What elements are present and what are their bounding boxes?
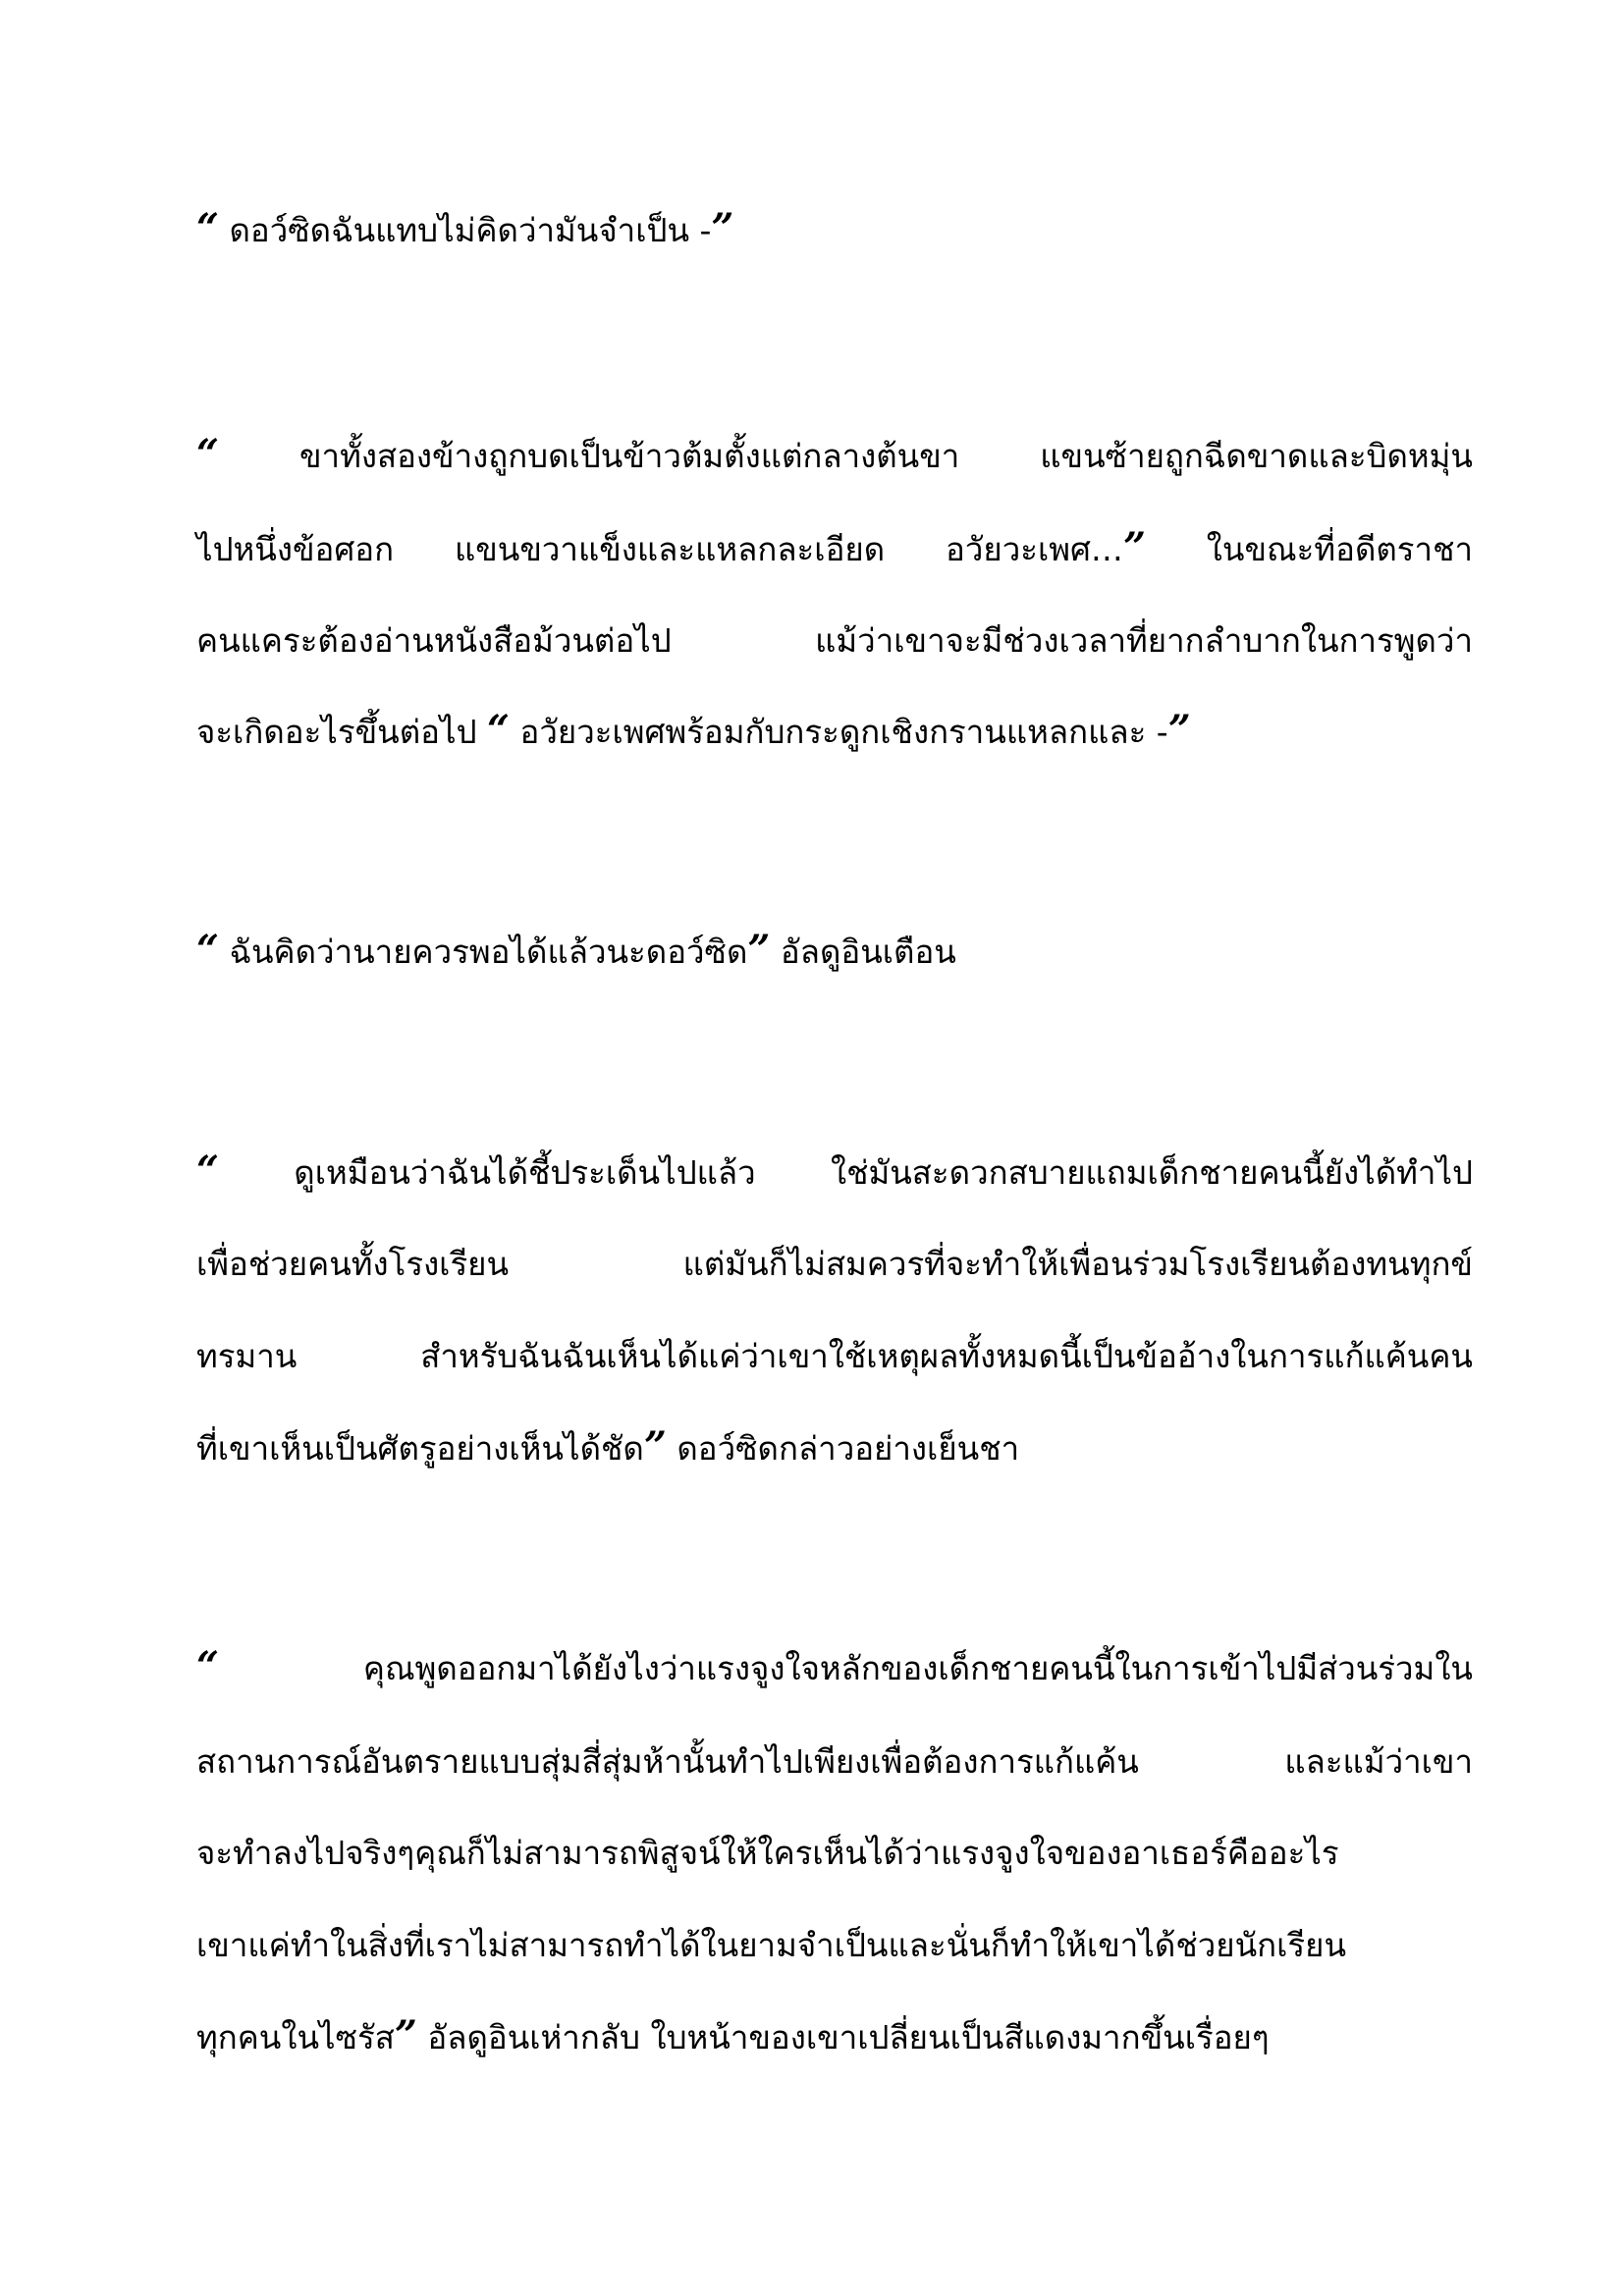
- paragraph-5-line-3: จะทำลงไปจริงๆคุณก็ไม่สามารถพิสูจน์ให้ใครเห็นได้ว่าแรงจูงใจของอาเธอร์คืออะไร: [196, 1834, 1339, 1872]
- paragraph-2-line-3: คนแคระต้องอ่านหนังสือม้วนต่อไป แม้ว่าเขาจะมีช่วงเวลาที่ยากลำบากในการพูดว่า: [196, 621, 1473, 660]
- paragraph-5-line-4: เขาแค่ทำในสิ่งที่เราไม่สามารถทำได้ในยามจำเป็นและนั่นก็ทำให้เขาได้ช่วยนักเรียน: [196, 1926, 1347, 1964]
- paragraph-3-line-1: “ ฉันคิดว่านายควรพอได้แล้วนะดอว์ซิด” อัลดูอินเตือน: [196, 927, 956, 973]
- paragraph-4-line-4: ที่เขาเห็นเป็นศัตรูอย่างเห็นได้ชัด” ดอว์ซิดกล่าวอย่างเย็นชา: [196, 1423, 1020, 1469]
- paragraph-2-line-1: “ ขาทั้งสองข้างถูกบดเป็นข้าวต้มตั้งแต่กลางต้นขา แขนซ้ายถูกฉีดขาดและบิดหมุ่น: [196, 431, 1473, 477]
- paragraph-5-line-5: ทุกคนในไซรัส” อัลดูอินเห่ากลับ ใบหน้าของเขาเปลี่ยนเป็นสีแดงมากขึ้นเรื่อยๆ: [196, 2012, 1270, 2058]
- paragraph-5-line-2: สถานการณ์อันตรายแบบสุ่มสี่สุ่มห้านั้นทำไปเพียงเพื่อต้องการแก้แค้น และแม้ว่าเขา: [196, 1742, 1473, 1781]
- paragraph-1-line-1: “ ดอว์ซิดฉันแทบไม่คิดว่ามันจำเป็น -”: [196, 205, 734, 251]
- paragraph-2-line-4: จะเกิดอะไรขึ้นต่อไป “ อวัยวะเพศพร้อมกับกระดูกเชิงกรานแหลกและ -”: [196, 707, 1191, 753]
- paragraph-2-line-2: ไปหนึ่งข้อศอก แขนขวาแข็งและแหลกละเอียด อวัยวะเพศ…” ในขณะที่อดีตราชา: [196, 524, 1473, 570]
- paragraph-4-line-1: “ ดูเหมือนว่าฉันได้ชี้ประเด็นไปแล้ว ใช่มันสะดวกสบายแถมเด็กชายคนนี้ยังได้ทำไป: [196, 1148, 1473, 1194]
- paragraph-5-line-1: “ คุณพูดออกมาได้ยังไงว่าแรงจูงใจหลักของเด็กชายคนนี้ในการเข้าไปมีส่วนร่วมใน: [196, 1643, 1473, 1689]
- paragraph-4-line-3: ทรมาน สำหรับฉันฉันเห็นได้แค่ว่าเขาใช้เหตุผลทั้งหมดนี้เป็นข้ออ้างในการแก้แค้นคน: [196, 1337, 1473, 1375]
- paragraph-4-line-2: เพื่อช่วยคนทั้งโรงเรียน แต่มันก็ไม่สมควรที่จะทำให้เพื่อนร่วมโรงเรียนต้องทนทุกข์: [196, 1245, 1473, 1283]
